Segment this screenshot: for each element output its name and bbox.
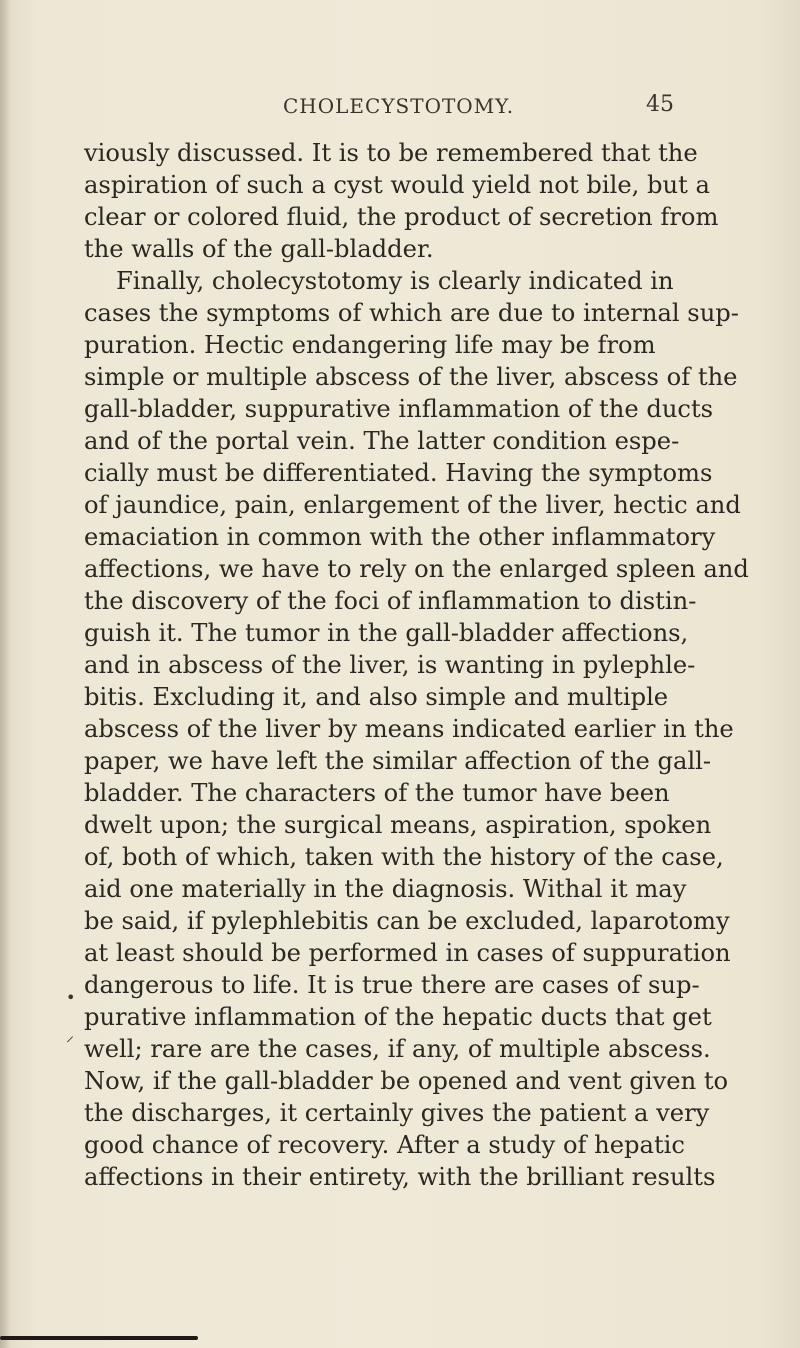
text-line: aspiration of such a cyst would yield not bile, but a [84,171,710,199]
text-line: cases the symptoms of which are due to internal sup- [84,299,739,327]
text-line: paper, we have left the similar affection of the gall- [84,747,712,775]
text-line: gall-bladder, suppurative inflammation of the ducts [84,395,714,423]
text-line: guish it. The tumor in the gall-bladder affections, [84,619,689,647]
text-line: be said, if pylephlebitis can be excluded, laparotomy [84,907,730,935]
text-line: and of the portal vein. The latter condition espe- [84,427,680,455]
text-line: cially must be differentiated. Having the symptoms [84,459,713,487]
text-line: affections in their entirety, with the brilliant results [84,1163,716,1191]
text-line: Finally, cholecystotomy is clearly indicated in [116,267,674,295]
text-line: the discovery of the foci of inflammation to distin- [84,587,697,615]
text-line: bitis. Excluding it, and also simple and multiple [84,683,669,711]
margin-tick-mark: ⸝ [66,1026,75,1045]
text-line: puration. Hectic endangering life may be from [84,331,656,359]
text-line: clear or colored fluid, the product of secretion from [84,203,719,231]
text-line: bladder. The characters of the tumor have been [84,779,670,807]
text-line: of jaundice, pain, enlargement of the liver, hectic and [84,491,741,519]
text-line: well; rare are the cases, if any, of multiple abscess. [84,1035,711,1063]
text-line: emaciation in common with the other inflammatory [84,523,716,551]
text-line: the discharges, it certainly gives the patient a very [84,1099,710,1127]
text-line: at least should be performed in cases of suppuration [84,939,731,967]
text-line: abscess of the liver by means indicated earlier in the [84,715,734,743]
running-title: CHOLECYSTOTOMY. [283,94,515,118]
text-line: purative inflammation of the hepatic ducts that get [84,1003,712,1031]
text-line: dwelt upon; the surgical means, aspiration, spoken [84,811,712,839]
text-line: Now, if the gall-bladder be opened and vent given to [84,1067,729,1095]
text-line: of, both of which, taken with the history of the case, [84,843,724,871]
text-line: and in abscess of the liver, is wanting in pylephle- [84,651,696,679]
text-line: good chance of recovery. After a study of hepatic [84,1131,685,1159]
text-line: dangerous to life. It is true there are cases of sup- [84,971,700,999]
margin-dot-mark: • [66,988,76,1007]
text-line: simple or multiple abscess of the liver, abscess of the [84,363,738,391]
scan-edge-rule [0,1336,198,1340]
text-line: affections, we have to rely on the enlarged spleen and [84,555,749,583]
text-line: aid one materially in the diagnosis. Withal it may [84,875,687,903]
text-line: viously discussed. It is to be remembered that the [84,139,698,167]
binding-shadow [0,0,10,1348]
page-number: 45 [646,92,674,117]
text-line: the walls of the gall-bladder. [84,235,434,263]
